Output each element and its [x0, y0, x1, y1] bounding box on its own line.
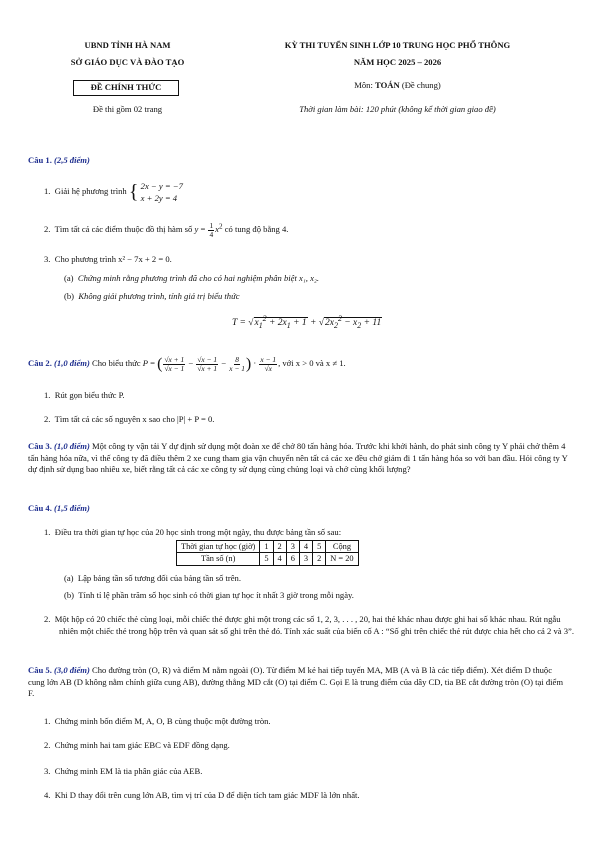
table-cell: 3	[299, 553, 312, 565]
q1-item-3b: (b) Không giải phương trình, tính giá trị biểu thức	[64, 291, 240, 301]
table-cell: 3	[286, 541, 299, 553]
pages-note: Đề thi gồm 02 trang	[92, 104, 163, 114]
table-cell: 4	[299, 541, 312, 553]
q1-item-2: 2. Tìm tất cả các điểm thuộc đồ thị hàm số y = $\frac{1}{4}$ $x^2$ có tung độ bằng 4.	[44, 221, 289, 239]
q5-item-2: 2. Chứng minh hai tam giác EBC và EDF đồng dạng.	[44, 740, 230, 750]
system-brace: {	[128, 181, 139, 204]
q2-heading: Câu 2. (1,0 điểm) Cho biểu thức P = ( $\frac{√x + 1}{√x - 1}$ − $\frac{√x - 1}{√x + 1}$ − $\frac{8}{x - 1}$ ) · $\frac{x - 1}{√x}$ , với x > 0 và x ≠ 1.	[28, 355, 346, 373]
table-cell: 2	[313, 553, 326, 565]
table-row	[177, 553, 359, 565]
system-eq-1: 2x − y = −7	[140, 181, 183, 191]
table-cell: 5	[313, 541, 326, 553]
q5-item-1: 1. Chứng minh bốn điểm M, A, O, B cùng thuộc một đường tròn.	[44, 716, 271, 726]
q1-item-3a: (a) Chứng minh rằng phương trình đã cho có hai nghiệm phân biệt x₁, x₂.	[64, 273, 320, 283]
table-cell: 2	[273, 541, 286, 553]
table-cell: N = 20	[326, 553, 358, 565]
q5-item-4: 4. Khi D thay đổi trên cung lớn AB, tìm vị trí của D để diện tích tam giác MDF là lớn nhất.	[44, 790, 360, 800]
table-cell: 4	[273, 553, 286, 565]
q5-item-3: 3. Chứng minh EM là tia phân giác của AEB.	[44, 766, 203, 776]
q5-paragraph: Câu 5. (3,0 điểm) Cho đường tròn (O, R) và điểm M nằm ngoài (O). Từ điểm M kẻ hai tiếp tuyến MA, MB (A và B là các tiếp điểm). Xét điểm D thuộc cung lớn AB (D không nằm chính giữa cung AB), đường thẳng MD cắt (O) tại điểm C. Gọi E là trung điểm của dây CD, tia BE cắt đường tròn (O) tại điểm F.	[28, 665, 564, 699]
issuer-line-2: SỞ GIÁO DỤC VÀ ĐÀO TẠO	[70, 57, 185, 67]
issuer-line-1: UBND TỈNH HÀ NAM	[84, 40, 171, 50]
q4-item-1b: (b) Tính tỉ lệ phần trăm số học sinh có thời gian tự học ít nhất 3 giờ trong mỗi ngày.	[64, 590, 354, 600]
q1-item-3: 3. Cho phương trình x² − 7x + 2 = 0.	[44, 254, 172, 264]
table-cell: 5	[260, 553, 273, 565]
q1-heading: Câu 1. (2,5 điểm)	[28, 155, 90, 165]
q2-item-2: 2. Tìm tất cả các số nguyên x sao cho |P| + P = 0.	[44, 414, 215, 424]
q4-item-2: 2. Một hộp có 20 chiếc thẻ cùng loại, mỗi chiếc thẻ được ghi một trong các số 1, 2, 3, . . . , 20, hai thẻ khác nhau được ghi hai số khác nhau. Rút ngẫu nhiên một chiếc thẻ trong hộp trên và quan sát số ghi trên thẻ đó. Tính xác suất của biến cố A : “Số ghi trên chiếc thẻ rút được chia hết cho cả 2 và 3”.	[44, 614, 574, 636]
table-cell: 1	[260, 541, 273, 553]
q2-item-1: 1. Rút gọn biểu thức P.	[44, 390, 125, 400]
table-cell: Tần số (n)	[177, 553, 260, 565]
exam-title: KỲ THI TUYỂN SINH LỚP 10 TRUNG HỌC PHỔ THÔNG	[284, 40, 511, 50]
table-cell: 6	[286, 553, 299, 565]
school-year: NĂM HỌC 2025 – 2026	[353, 57, 442, 67]
table-row	[177, 541, 359, 553]
q3-paragraph: Câu 3. (1,0 điểm) Một công ty vận tải Y dự định sử dụng một đoàn xe để chở 80 tấn hàng hóa. Trước khi khởi hành, do phát sinh công ty Y phải chở thêm 4 tấn hàng hóa nữa, vì thế công ty đã điều thêm 2 xe cung tham gia vận chuyển nên tất cả các xe đều chở giảm đi 1 tấn hàng hóa so với ban đầu. Hỏi công ty Y dự định sử dụng bao nhiêu xe, biết rằng tất cả các xe công ty sử dụng cùng chủng loại và chở cùng khối lượng?	[28, 441, 568, 475]
q4-heading: Câu 4. (1,5 điểm)	[28, 503, 90, 513]
q1-item-1: 1. Giải hệ phương trình { 2x − y = −7 x + 2y = 4	[44, 181, 183, 204]
system-eq-2: x + 2y = 4	[140, 193, 178, 204]
q4-item-1: 1. Điều tra thời gian tự học của 20 học sinh trong một ngày, thu được bảng tần số sau:	[44, 527, 342, 537]
time-note: Thời gian làm bài: 120 phút (không kể thời gian giao đề)	[299, 104, 496, 114]
table-cell: Cộng	[326, 541, 358, 553]
official-box: ĐỀ CHÍNH THỨC	[73, 80, 179, 96]
q4-item-1a: (a) Lập bảng tần số tương đối của bảng tần số trên.	[64, 573, 241, 583]
table-cell: Thời gian tự học (giờ)	[177, 541, 260, 553]
expression-T: $T = √x_1^2 + 2x_1 + 1 + √2x_2^2 - x_2 + 11$	[232, 314, 382, 331]
subject-line: Môn: TOÁN (Đề chung)	[354, 80, 441, 90]
frequency-table	[176, 540, 359, 566]
